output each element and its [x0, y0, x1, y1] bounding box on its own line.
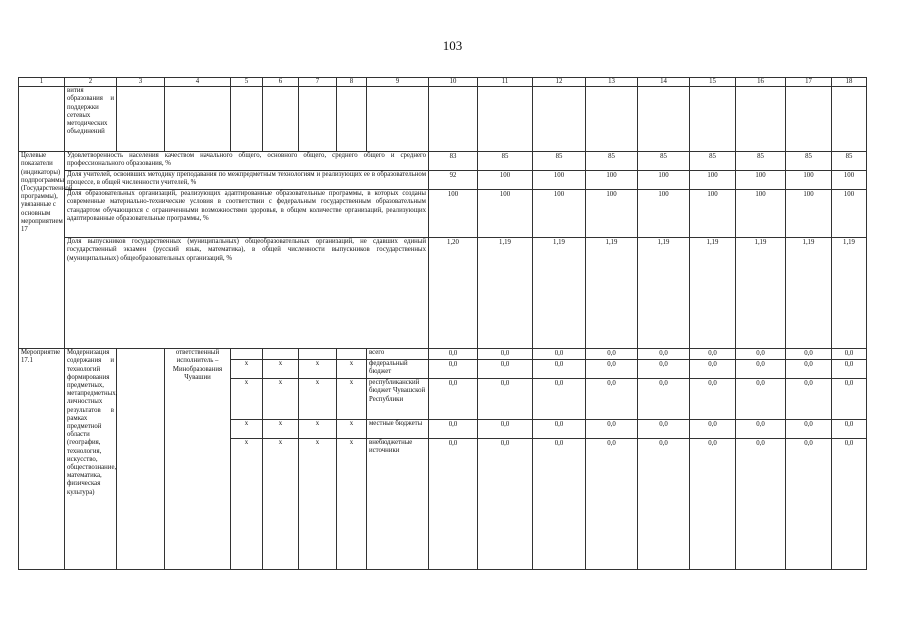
- funding-row: [19, 349, 867, 360]
- indicator-value: 85: [832, 152, 867, 171]
- indicator-value: 1,19: [786, 238, 832, 349]
- indicator-value: 85: [638, 152, 690, 171]
- indicator-value: 100: [690, 190, 736, 238]
- column-number: 6: [263, 78, 299, 87]
- table-cell: [638, 87, 690, 152]
- funding-source: всего: [367, 349, 429, 360]
- table-cell: [19, 87, 65, 152]
- indicator-value: 100: [832, 171, 867, 190]
- code-mark: x: [337, 360, 367, 379]
- continued-event-name: вития образования и поддержки сетевых методических объединений: [65, 87, 117, 152]
- indicator-row: [19, 238, 867, 349]
- indicator-value: 1,19: [690, 238, 736, 349]
- funding-value: 0,0: [736, 439, 786, 570]
- indicators-label: Целевые показатели (индикаторы) подпрограммы (Государственной программы), увязанные с основным мероприятием 17: [19, 152, 65, 349]
- code-mark: [231, 349, 263, 360]
- column-number: 7: [299, 78, 337, 87]
- indicator-value: 85: [736, 152, 786, 171]
- column-number: 4: [165, 78, 231, 87]
- code-mark: x: [299, 360, 337, 379]
- column-number: 8: [337, 78, 367, 87]
- table-cell: [832, 87, 867, 152]
- table-cell: [117, 87, 165, 152]
- table-cell: [367, 87, 429, 152]
- code-mark: x: [263, 379, 299, 420]
- page-number: 103: [442, 38, 463, 53]
- code-mark: x: [231, 420, 263, 439]
- table-cell: [478, 87, 533, 152]
- indicator-value: 1,19: [586, 238, 638, 349]
- funding-value: 0,0: [638, 379, 690, 420]
- table-cell: [337, 87, 367, 152]
- code-mark: x: [299, 379, 337, 420]
- column-number: 17: [786, 78, 832, 87]
- table-cell: [690, 87, 736, 152]
- funding-value: 0,0: [786, 439, 832, 570]
- funding-source: местные бюджеты: [367, 420, 429, 439]
- funding-value: 0,0: [533, 420, 586, 439]
- funding-value: 0,0: [690, 420, 736, 439]
- indicator-value: 1,19: [832, 238, 867, 349]
- event-empty-cell: [117, 349, 165, 570]
- column-number: 18: [832, 78, 867, 87]
- indicator-value: 100: [638, 190, 690, 238]
- indicator-value: 100: [786, 190, 832, 238]
- indicator-value: 1,19: [638, 238, 690, 349]
- code-mark: x: [231, 379, 263, 420]
- table-cell: [736, 87, 786, 152]
- event-executor: ответственный исполнитель – Минобразования Чувашии: [165, 349, 231, 570]
- code-mark: [263, 349, 299, 360]
- indicator-value: 100: [478, 190, 533, 238]
- table-cell: [429, 87, 478, 152]
- funding-value: 0,0: [832, 349, 867, 360]
- funding-value: 0,0: [832, 439, 867, 570]
- indicator-text: Удовлетворенность населения качеством начального общего, основного общего, среднего общего и среднего профессионального образования, %: [65, 152, 429, 171]
- funding-value: 0,0: [638, 420, 690, 439]
- indicator-value: 100: [586, 190, 638, 238]
- funding-source: республиканский бюджет Чувашской Республики: [367, 379, 429, 420]
- indicator-value: 100: [533, 190, 586, 238]
- table-cell: [786, 87, 832, 152]
- funding-value: 0,0: [786, 360, 832, 379]
- funding-value: 0,0: [638, 439, 690, 570]
- indicator-value: 85: [786, 152, 832, 171]
- code-mark: x: [231, 439, 263, 570]
- funding-value: 0,0: [786, 349, 832, 360]
- column-number: 13: [586, 78, 638, 87]
- funding-value: 0,0: [586, 420, 638, 439]
- indicator-value: 100: [429, 190, 478, 238]
- code-mark: x: [337, 420, 367, 439]
- code-mark: x: [299, 420, 337, 439]
- program-table: [18, 77, 867, 570]
- funding-value: 0,0: [429, 379, 478, 420]
- code-mark: x: [299, 439, 337, 570]
- funding-value: 0,0: [832, 420, 867, 439]
- funding-value: 0,0: [690, 360, 736, 379]
- indicator-value: 100: [832, 190, 867, 238]
- indicator-value: 85: [478, 152, 533, 171]
- funding-value: 0,0: [429, 360, 478, 379]
- indicator-value: 100: [586, 171, 638, 190]
- indicator-value: 100: [533, 171, 586, 190]
- code-mark: [337, 349, 367, 360]
- column-number: 3: [117, 78, 165, 87]
- table-cell: [533, 87, 586, 152]
- indicator-value: 92: [429, 171, 478, 190]
- funding-value: 0,0: [638, 349, 690, 360]
- funding-value: 0,0: [586, 349, 638, 360]
- column-number: 9: [367, 78, 429, 87]
- indicator-value: 100: [478, 171, 533, 190]
- indicator-value: 1,19: [478, 238, 533, 349]
- funding-value: 0,0: [533, 379, 586, 420]
- funding-value: 0,0: [690, 439, 736, 570]
- indicator-row: [19, 190, 867, 238]
- column-number: 2: [65, 78, 117, 87]
- funding-value: 0,0: [586, 360, 638, 379]
- funding-value: 0,0: [429, 420, 478, 439]
- funding-value: 0,0: [586, 379, 638, 420]
- indicator-text: Доля образовательных организаций, реализующих адаптированные образовательные программы, в которых созданы современные материально-технические условия в соответствии с федеральным государственным образовательным стандартом обучающихся с ограниченными возможностями здоровья, в общем количестве организаций, реализующих адаптированные образовательные программы, %: [65, 190, 429, 238]
- column-number: 16: [736, 78, 786, 87]
- column-number: 5: [231, 78, 263, 87]
- indicator-value: 83: [429, 152, 478, 171]
- funding-value: 0,0: [832, 360, 867, 379]
- funding-value: 0,0: [478, 349, 533, 360]
- column-number: 11: [478, 78, 533, 87]
- indicator-text: Доля учителей, освоивших методику преподавания по межпредметным технологиям и реализующих ее в образовательном процессе, в общей численности учителей, %: [65, 171, 429, 190]
- column-number: 12: [533, 78, 586, 87]
- funding-value: 0,0: [478, 379, 533, 420]
- event-label: Мероприятие 17.1: [19, 349, 65, 570]
- code-mark: x: [263, 439, 299, 570]
- indicator-value: 85: [690, 152, 736, 171]
- funding-value: 0,0: [736, 360, 786, 379]
- funding-source: федеральный бюджет: [367, 360, 429, 379]
- indicator-row: [19, 152, 867, 171]
- code-mark: x: [263, 360, 299, 379]
- funding-source: внебюджетные источники: [367, 439, 429, 570]
- column-number: 1: [19, 78, 65, 87]
- indicator-row: [19, 171, 867, 190]
- indicator-value: 1,20: [429, 238, 478, 349]
- funding-value: 0,0: [638, 360, 690, 379]
- funding-value: 0,0: [533, 349, 586, 360]
- funding-value: 0,0: [533, 439, 586, 570]
- indicator-value: 100: [638, 171, 690, 190]
- code-mark: x: [231, 360, 263, 379]
- funding-value: 0,0: [786, 420, 832, 439]
- indicator-value: 100: [736, 171, 786, 190]
- indicator-value: 1,19: [736, 238, 786, 349]
- funding-value: 0,0: [690, 379, 736, 420]
- table-cell: [263, 87, 299, 152]
- funding-value: 0,0: [736, 420, 786, 439]
- table-cell: [586, 87, 638, 152]
- table-row: [19, 87, 867, 152]
- funding-value: 0,0: [786, 379, 832, 420]
- indicator-value: 100: [786, 171, 832, 190]
- indicator-value: 85: [586, 152, 638, 171]
- funding-value: 0,0: [478, 439, 533, 570]
- indicator-value: 1,19: [533, 238, 586, 349]
- indicator-text: Доля выпускников государственных (муниципальных) общеобразовательных организаций, не сдавших единый государственный экзамен (русский язык, математика), в общей численности выпускников государственных (муниципальных) общеобразовательных организаций, %: [65, 238, 429, 349]
- funding-value: 0,0: [832, 379, 867, 420]
- event-name: Модернизация содержания и технологий формирования предметных, метапредметных, личностных результатов в рамках предметной области (география, технология, искусство, обществознание, математика, физическая культура): [65, 349, 117, 570]
- funding-value: 0,0: [478, 360, 533, 379]
- funding-value: 0,0: [429, 439, 478, 570]
- funding-value: 0,0: [429, 349, 478, 360]
- indicator-value: 100: [690, 171, 736, 190]
- table-cell: [231, 87, 263, 152]
- code-mark: [299, 349, 337, 360]
- code-mark: x: [263, 420, 299, 439]
- table-cell: [165, 87, 231, 152]
- indicator-value: 100: [736, 190, 786, 238]
- table-cell: [299, 87, 337, 152]
- column-number: 10: [429, 78, 478, 87]
- funding-value: 0,0: [533, 360, 586, 379]
- header-row: [19, 78, 867, 87]
- funding-value: 0,0: [736, 379, 786, 420]
- indicator-value: 85: [533, 152, 586, 171]
- column-number: 15: [690, 78, 736, 87]
- funding-value: 0,0: [478, 420, 533, 439]
- funding-value: 0,0: [586, 439, 638, 570]
- funding-value: 0,0: [736, 349, 786, 360]
- code-mark: x: [337, 379, 367, 420]
- funding-value: 0,0: [690, 349, 736, 360]
- column-number: 14: [638, 78, 690, 87]
- code-mark: x: [337, 439, 367, 570]
